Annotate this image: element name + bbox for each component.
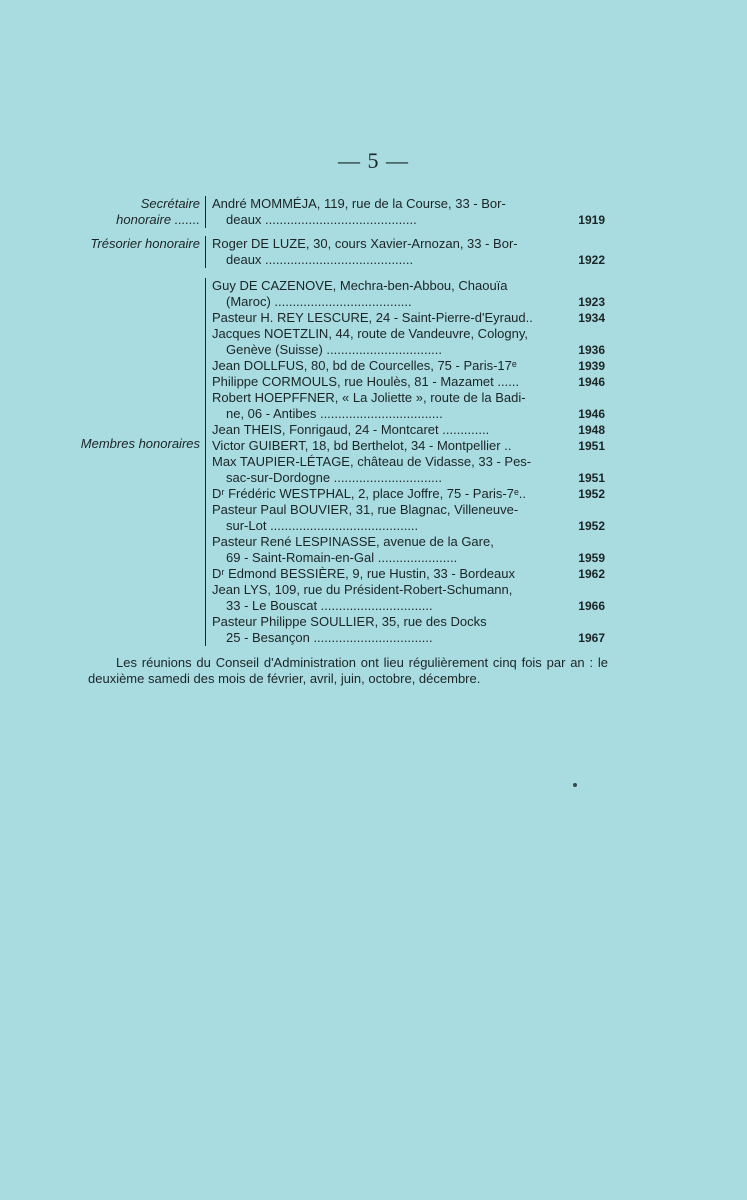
member-line2: 33 - Le Bouscat ............................... xyxy=(226,598,433,613)
member-line1: Jacques NOETZLIN, 44, route de Vandeuvre, Cologny, xyxy=(212,326,529,341)
member-line2: sur-Lot ......................................... xyxy=(226,518,419,533)
stray-mark xyxy=(573,783,577,787)
tresorier-line1: Roger DE LUZE, 30, cours Xavier-Arnozan, 33 - Bor- xyxy=(212,236,518,251)
member-entry xyxy=(212,374,605,390)
member-line2: sac-sur-Dordogne .............................. xyxy=(226,470,443,485)
secretaire-entry xyxy=(205,196,605,228)
member-line1: Dʳ Edmond BESSIÈRE, 9, rue Hustin, 33 - Bordeaux xyxy=(212,566,515,581)
member-entry xyxy=(212,390,605,422)
tresorier-line2: deaux ......................................... xyxy=(226,252,414,267)
member-entry xyxy=(212,438,605,454)
member-entry xyxy=(212,422,605,438)
member-year: 1966 xyxy=(578,599,605,613)
member-line1: Victor GUIBERT, 18, bd Berthelot, 34 - Montpellier .. xyxy=(212,438,512,453)
member-year: 1952 xyxy=(578,519,605,533)
secretaire-section xyxy=(70,196,605,228)
member-line1: Philippe CORMOULS, rue Houlès, 81 - Mazamet ...... xyxy=(212,374,520,389)
member-year: 1946 xyxy=(578,407,605,421)
member-year: 1936 xyxy=(578,343,605,357)
member-entry xyxy=(212,614,605,646)
member-entry xyxy=(212,358,605,374)
page-number: — 5 — xyxy=(338,148,409,173)
member-line2: 69 - Saint-Romain-en-Gal ...................... xyxy=(226,550,458,565)
member-line2: Genève (Suisse) ................................ xyxy=(226,342,443,357)
member-year: 1951 xyxy=(578,439,605,453)
tresorier-entry xyxy=(205,236,605,268)
member-entry xyxy=(212,534,605,566)
member-line1: Robert HOEPFFNER, « La Joliette », route de la Badi- xyxy=(212,390,526,405)
member-entry xyxy=(212,582,605,614)
membres-section xyxy=(70,278,605,646)
secretaire-line2: deaux .......................................... xyxy=(226,212,417,227)
footer-paragraph: Les réunions du Conseil d'Administration ont lieu régulièrement cinq fois par an : le deuxième samedi des mois de février, avril, juin, octobre, décembre. xyxy=(88,655,608,686)
tresorier-section xyxy=(70,236,605,268)
member-line2: (Maroc) ...................................... xyxy=(226,294,412,309)
secretaire-label xyxy=(70,196,205,228)
member-line1: Jean THEIS, Fonrigaud, 24 - Montcaret ............. xyxy=(212,422,490,437)
member-year: 1923 xyxy=(578,295,605,309)
member-year: 1939 xyxy=(578,359,605,373)
member-line1: Pasteur Philippe SOULLIER, 35, rue des Docks xyxy=(212,614,487,629)
secretaire-year: 1919 xyxy=(578,213,605,227)
member-line1: Pasteur Paul BOUVIER, 31, rue Blagnac, Villeneuve- xyxy=(212,502,519,517)
member-entry xyxy=(212,310,605,326)
membres-list xyxy=(205,278,605,646)
member-year: 1952 xyxy=(578,487,605,501)
member-line2: 25 - Besançon ................................. xyxy=(226,630,433,645)
member-line1: Pasteur René LESPINASSE, avenue de la Gare, xyxy=(212,534,494,549)
member-year: 1962 xyxy=(578,567,605,581)
member-year: 1967 xyxy=(578,631,605,645)
member-entry xyxy=(212,486,605,502)
secretaire-label-line2: honoraire ....... xyxy=(116,212,200,227)
member-line1: Jean DOLLFUS, 80, bd de Courcelles, 75 - Paris-17ᵉ xyxy=(212,358,517,373)
member-entry xyxy=(212,326,605,358)
member-line1: Jean LYS, 109, rue du Président-Robert-Schumann, xyxy=(212,582,513,597)
member-year: 1959 xyxy=(578,551,605,565)
member-entry xyxy=(212,454,605,486)
member-entry xyxy=(212,502,605,534)
member-entry xyxy=(212,566,605,582)
member-line1: Dʳ Frédéric WESTPHAL, 2, place Joffre, 75 - Paris-7ᵉ.. xyxy=(212,486,527,501)
member-year: 1951 xyxy=(578,471,605,485)
tresorier-year: 1922 xyxy=(578,253,605,267)
secretaire-label-line1: Secrétaire xyxy=(140,196,200,211)
member-line1: Pasteur H. REY LESCURE, 24 - Saint-Pierre-d'Eyraud.. xyxy=(212,310,533,325)
secretaire-line1: André MOMMÉJA, 119, rue de la Course, 33 - Bor- xyxy=(212,196,506,211)
membres-label: Membres honoraires xyxy=(80,436,200,451)
member-line1: Guy DE CAZENOVE, Mechra-ben-Abbou, Chaouïa xyxy=(212,278,508,293)
member-entry xyxy=(212,278,605,310)
member-year: 1946 xyxy=(578,375,605,389)
member-year: 1948 xyxy=(578,423,605,437)
member-year: 1934 xyxy=(578,311,605,325)
member-line2: ne, 06 - Antibes .................................. xyxy=(226,406,443,421)
member-line1: Max TAUPIER-LÉTAGE, château de Vidasse, 33 - Pes- xyxy=(212,454,532,469)
tresorier-label: Trésorier honoraire xyxy=(90,236,200,251)
